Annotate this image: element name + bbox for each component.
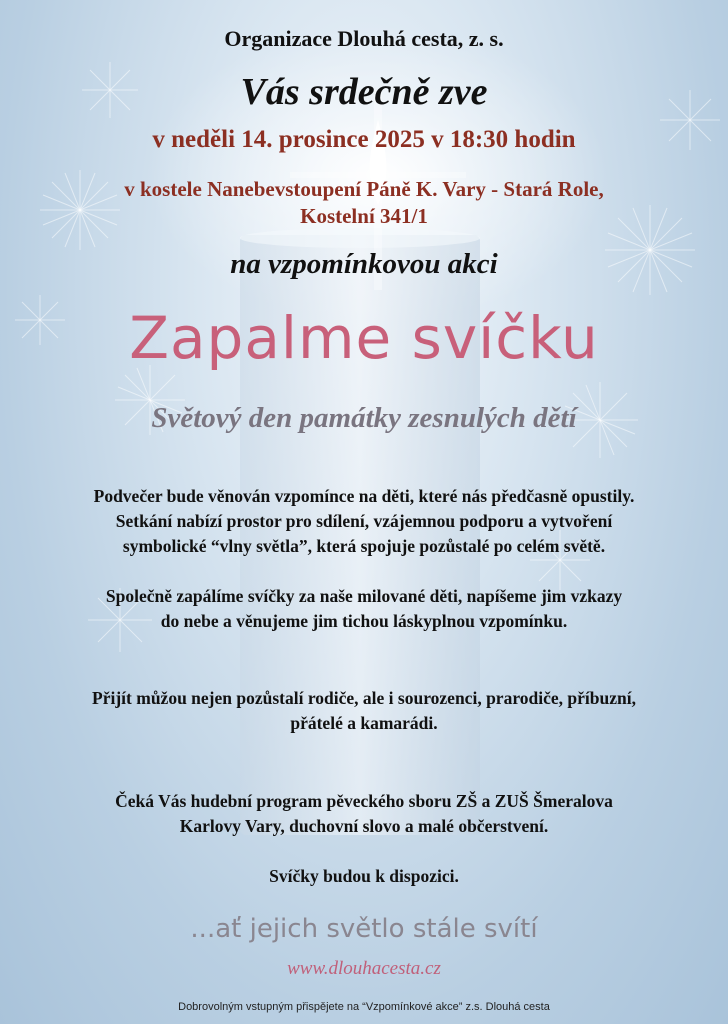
description-paragraph-3 [0,686,728,736]
event-title: Zapalme svíčku [129,304,599,372]
paragraph-line: do nebe a věnujeme jim tichou láskyplnou vzpomínku. [160,611,568,631]
paragraph-line: Společně zapálíme svíčky za naše milované děti, napíšeme jim vzkazy [105,586,623,606]
event-place-line2: Kostelní 341/1 [300,204,428,228]
paragraph-line: přátelé a kamarádi. [290,713,438,733]
footer-note: Dobrovolným vstupným přispějete na “Vzpomínkové akce” z.s. Dlouhá cesta [178,1001,550,1013]
organization-name: Organizace Dlouhá cesta, z. s. [224,26,504,51]
paragraph-line: Podvečer bude věnován vzpomínce na děti, které nás předčasně opustily. [93,486,635,506]
description-paragraph-4 [0,789,728,839]
description-paragraph-2 [0,584,728,634]
paragraph-line: Svíčky budou k dispozici. [269,866,459,886]
paragraph-line: Čeká Vás hudební program pěveckého sboru ZŠ a ZUŠ Šmeralova [115,791,613,811]
description-paragraph-1 [0,484,728,559]
event-intro: na vzpomínkovou akci [230,248,498,280]
invitation-heading: Vás srdečně zve [240,71,488,113]
paragraph-line: Setkání nabízí prostor pro sdílení, vzájemnou podporu a vytvoření [115,511,613,531]
closing-motto: ...ať jejich světlo stále svítí [190,914,538,944]
event-date-time: v neděli 14. prosince 2025 v 18:30 hodin [152,126,576,153]
website-link[interactable]: www.dlouhacesta.cz [287,958,441,979]
event-subtitle: Světový den památky zesnulých dětí [151,402,577,434]
paragraph-line: symbolické “vlny světla”, která spojuje pozůstalé po celém světě. [122,536,606,556]
paragraph-line: Karlovy Vary, duchovní slovo a malé občerstvení. [179,816,549,836]
event-place-line1: v kostele Nanebevstoupení Páně K. Vary - Stará Role, [124,177,604,201]
paragraph-line: Přijít můžou nejen pozůstalí rodiče, ale i sourozenci, prarodiče, příbuzní, [92,688,636,708]
description-paragraph-5 [0,864,728,889]
